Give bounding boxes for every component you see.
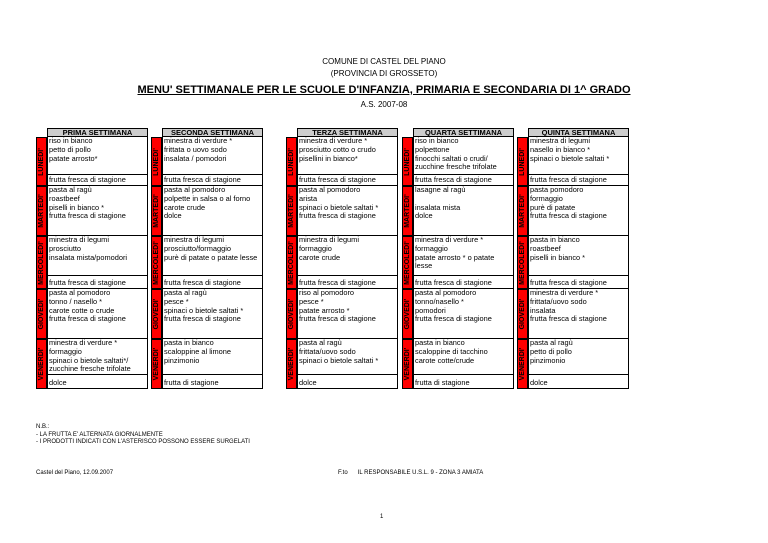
menu-item: minestra di verdure * — [415, 236, 484, 244]
day-label: VENERDI' — [287, 347, 295, 381]
menu-cell — [413, 186, 514, 236]
menu-item: frutta fresca di stagione — [415, 315, 492, 324]
page-title: MENU' SETTIMANALE PER LE SCUOLE D'INFANZIA, PRIMARIA E SECONDARIA DI 1^ GRADO — [137, 84, 631, 96]
fruit-cell — [528, 175, 629, 186]
menu-cell — [47, 137, 148, 175]
fruit-item: frutta di stagione — [164, 379, 219, 388]
menu-cell — [47, 236, 148, 276]
menu-cell — [528, 339, 629, 375]
menu-item: pasta al ragù — [164, 289, 207, 297]
fruit-cell — [162, 276, 263, 289]
day-label-strip — [402, 289, 413, 339]
day-label: MERCOLEDI' — [152, 240, 160, 285]
header-municipality: COMUNE DI CASTEL DEL PIANO — [322, 57, 446, 66]
day-label-strip — [151, 236, 162, 289]
footer-place-date: Castel del Piano, 12.09.2007 — [36, 470, 114, 476]
week-header: TERZA SETTIMANA — [297, 128, 398, 137]
fruit-item: frutta fresca di stagione — [164, 176, 241, 185]
menu-item: formaggio — [530, 194, 563, 203]
menu-item: roastbeef — [530, 244, 561, 253]
menu-item: frutta fresca di stagione — [49, 315, 126, 324]
menu-item: pinzimonio — [530, 356, 566, 365]
fruit-item: frutta fresca di stagione — [530, 279, 607, 288]
fruit-cell — [162, 375, 263, 389]
menu-cell — [413, 137, 514, 175]
signed-label: F.to — [338, 470, 348, 476]
day-label-strip — [286, 137, 297, 186]
menu-item: pomodori — [415, 306, 446, 315]
week-header: QUARTA SETTIMANA — [413, 128, 514, 137]
menu-cell — [162, 137, 263, 175]
menu-item: purè di patate o patate lesse — [164, 253, 258, 262]
menu-item: minestra di legumi — [299, 236, 359, 244]
menu-item: minestra di verdure * — [164, 137, 233, 145]
menu-cell — [297, 339, 398, 375]
menu-item: spinaci o bietole saltati*/ — [49, 356, 129, 365]
day-label-strip — [402, 137, 413, 186]
fruit-item: frutta fresca di stagione — [164, 279, 241, 288]
notes — [36, 424, 250, 447]
day-label-strip — [402, 339, 413, 389]
menu-item: formaggio — [299, 244, 332, 253]
menu-item: spinaci o bietole saltati * — [299, 356, 379, 365]
menu-cell — [47, 339, 148, 375]
day-label: GIOVEDI' — [403, 298, 411, 330]
fruit-item: frutta fresca di stagione — [299, 279, 376, 288]
note-frozen-products: - I PRODOTTI INDICATI CON L'ASTERISCO POSSONO ESSERE SURGELATI — [36, 439, 250, 445]
menu-item: pasta in bianco — [164, 339, 214, 347]
page-number: 1 — [380, 514, 384, 520]
menu-item: lasagne al ragù — [415, 186, 466, 194]
menu-item: pasta al ragù — [49, 186, 92, 194]
menu-item: pasta al pomodoro — [415, 289, 477, 297]
day-label-strip — [517, 289, 528, 339]
day-label-strip — [286, 236, 297, 289]
menu-item: prosciutto/formaggio — [164, 244, 231, 253]
day-label: VENERDI' — [37, 347, 45, 381]
day-label-strip — [402, 186, 413, 236]
menu-item: prosciutto cotto o crudo — [299, 145, 376, 154]
day-label: MERCOLEDI' — [287, 240, 295, 285]
day-label: GIOVEDI' — [37, 298, 45, 330]
menu-cell — [162, 339, 263, 375]
menu-item: petto di pollo — [49, 145, 91, 154]
menu-item: roastbeef — [49, 194, 80, 203]
menu-cell — [297, 137, 398, 175]
menu-item: frutta fresca di stagione — [49, 212, 126, 221]
notes-heading: N.B.: — [36, 424, 50, 430]
menu-item: minestra di legumi — [164, 236, 224, 244]
menu-item: minestra di legumi — [530, 137, 590, 145]
menu-item: nasello in bianco * — [530, 145, 590, 154]
menu-item: frittata o uovo sodo — [164, 145, 227, 154]
fruit-cell — [162, 175, 263, 186]
menu-item: insalata mista — [415, 203, 461, 212]
day-label-strip — [151, 339, 162, 389]
fruit-cell — [413, 175, 514, 186]
fruit-cell — [297, 375, 398, 389]
menu-cell — [47, 186, 148, 236]
week-header: QUINTA SETTIMANA — [528, 128, 629, 137]
fruit-item: frutta fresca di stagione — [49, 176, 126, 185]
menu-item: pasta in bianco — [530, 236, 580, 244]
menu-item: insalata mista/pomodori — [49, 253, 128, 262]
day-label-strip — [36, 186, 47, 236]
day-label: LUNEDI' — [37, 147, 45, 176]
menu-item: polpette in salsa o al forno — [164, 194, 251, 203]
menu-cell — [528, 289, 629, 339]
day-label: GIOVEDI' — [152, 298, 160, 330]
menu-item: pasta al pomodoro — [164, 186, 226, 194]
week-column — [151, 128, 263, 416]
menu-item: pasta al pomodoro — [49, 289, 111, 297]
fruit-item: frutta fresca di stagione — [530, 176, 607, 185]
day-label: LUNEDI' — [287, 147, 295, 176]
fruit-item: frutta fresca di stagione — [415, 176, 492, 185]
fruit-item: frutta di stagione — [415, 379, 470, 388]
day-label-strip — [151, 137, 162, 186]
fruit-cell — [528, 276, 629, 289]
menu-item: patate arrosto* — [49, 154, 98, 163]
day-label-strip — [286, 186, 297, 236]
header-province: (PROVINCIA DI GROSSETO) — [330, 69, 438, 78]
menu-item: tonno / nasello * — [49, 297, 103, 306]
menu-item: frutta fresca di stagione — [164, 315, 241, 324]
day-label-strip — [151, 289, 162, 339]
fruit-cell — [47, 276, 148, 289]
day-label: LUNEDI' — [518, 147, 526, 176]
fruit-item: dolce — [49, 379, 67, 388]
menu-item: piselli in bianco * — [49, 203, 105, 212]
week-column — [517, 128, 629, 416]
fruit-cell — [528, 375, 629, 389]
day-label: MERCOLEDI' — [403, 240, 411, 285]
menu-item: carote cotte/crude — [415, 356, 475, 365]
day-label: GIOVEDI' — [287, 298, 295, 330]
menu-item: spinaci o bietole saltati * — [530, 154, 610, 163]
day-label-strip — [517, 339, 528, 389]
fruit-item: frutta fresca di stagione — [415, 279, 492, 288]
week-column — [286, 128, 398, 416]
menu-item: frittata/uovo sodo — [299, 347, 356, 356]
day-label-strip — [36, 137, 47, 186]
menu-item: frutta fresca di stagione — [299, 212, 376, 221]
menu-item: pasta al ragù — [299, 339, 342, 347]
day-label: MERCOLEDI' — [37, 240, 45, 285]
menu-item: patate arrosto * o patate lesse — [415, 253, 495, 271]
menu-item: frutta fresca di stagione — [530, 212, 607, 221]
day-label: VENERDI' — [403, 347, 411, 381]
menu-item — [415, 195, 512, 204]
menu-item: pinzimonio — [164, 356, 200, 365]
menu-cell — [528, 236, 629, 276]
menu-item: purè di patate — [530, 203, 576, 212]
fruit-item: dolce — [530, 379, 548, 388]
fruit-item: dolce — [299, 379, 317, 388]
fruit-cell — [297, 175, 398, 186]
menu-cell — [297, 186, 398, 236]
fruit-cell — [413, 375, 514, 389]
menu-cell — [413, 289, 514, 339]
day-label: VENERDI' — [152, 347, 160, 381]
day-label-strip — [517, 236, 528, 289]
menu-item: prosciutto — [49, 244, 82, 253]
menu-item: minestra di verdure * — [49, 339, 118, 347]
fruit-cell — [413, 276, 514, 289]
menu-cell — [528, 137, 629, 175]
day-label: MARTEDI' — [37, 194, 45, 228]
day-label: LUNEDI' — [403, 147, 411, 176]
day-label-strip — [36, 289, 47, 339]
day-label-strip — [36, 339, 47, 389]
menu-item: piselli in bianco * — [530, 253, 586, 262]
menu-item: pesce * — [299, 297, 324, 306]
school-year: A.S. 2007-08 — [360, 100, 408, 109]
day-label-strip — [286, 339, 297, 389]
menu-item: carote cotte o crude — [49, 306, 115, 315]
menu-item: carote crude — [164, 203, 206, 212]
day-label-strip — [517, 186, 528, 236]
menu-cell — [162, 186, 263, 236]
fruit-cell — [47, 375, 148, 389]
menu-item: dolce — [164, 212, 182, 221]
fruit-item: frutta fresca di stagione — [49, 279, 126, 288]
menu-item: dolce — [415, 212, 433, 221]
menu-item: pasta pomodoro — [530, 186, 584, 194]
menu-item: zucchine fresche trifolate — [49, 365, 131, 374]
fruit-item: frutta fresca di stagione — [299, 176, 376, 185]
day-label: MARTEDI' — [152, 194, 160, 228]
menu-item: pisellini in bianco* — [299, 154, 358, 163]
day-label-strip — [517, 137, 528, 186]
menu-cell — [47, 289, 148, 339]
menu-item: pasta al ragù — [530, 339, 573, 347]
menu-cell — [297, 236, 398, 276]
responsible-name: IL RESPONSABILE U.S.L. 9 - ZONA 3 AMIATA — [357, 470, 484, 476]
day-label-strip — [36, 236, 47, 289]
menu-item: insalata / pomodori — [164, 154, 227, 163]
menu-item: finocchi saltati o crudi/ — [415, 154, 488, 163]
menu-item: arista — [299, 194, 318, 203]
menu-cell — [413, 339, 514, 375]
day-label: MARTEDI' — [287, 194, 295, 228]
fruit-cell — [297, 276, 398, 289]
day-label: LUNEDI' — [152, 147, 160, 176]
menu-item: tonno/nasello * — [415, 297, 464, 306]
day-label: MARTEDI' — [518, 194, 526, 228]
menu-cell — [297, 289, 398, 339]
footer-signature — [338, 469, 493, 477]
menu-item: pasta al pomodoro — [299, 186, 361, 194]
menu-item: scaloppine al limone — [164, 347, 231, 356]
menu-item: petto di pollo — [530, 347, 572, 356]
menu-item: spinaci o bietole saltati * — [164, 306, 244, 315]
menu-cell — [162, 236, 263, 276]
menu-item: formaggio — [415, 244, 448, 253]
menu-item: minestra di verdure * — [299, 137, 368, 145]
menu-item: frutta fresca di stagione — [299, 315, 376, 324]
menu-item: frittata/uovo sodo — [530, 297, 587, 306]
menu-item: polpettone — [415, 145, 450, 154]
fruit-cell — [47, 175, 148, 186]
week-column — [402, 128, 514, 416]
note-fruit-alternation: - LA FRUTTA E' ALTERNATA GIORNALMENTE — [36, 431, 163, 438]
menu-item: riso al pomodoro — [299, 289, 355, 297]
menu-item: pasta in bianco — [415, 339, 465, 347]
week-column — [36, 128, 148, 416]
day-label: MARTEDI' — [403, 194, 411, 228]
day-label: GIOVEDI' — [518, 298, 526, 330]
day-label: MERCOLEDI' — [518, 240, 526, 285]
menu-cell — [413, 236, 514, 276]
menu-item: riso in bianco — [415, 137, 459, 145]
day-label-strip — [402, 236, 413, 289]
day-label-strip — [286, 289, 297, 339]
menu-item: minestra di verdure * — [530, 289, 599, 297]
menu-item: carote crude — [299, 253, 341, 262]
menu-item: zucchine fresche trifolate — [415, 163, 497, 172]
day-label: VENERDI' — [518, 347, 526, 381]
menu-item: formaggio — [49, 347, 82, 356]
menu-item: riso in bianco — [49, 137, 93, 145]
menu-item: spinaci o bietole saltati * — [299, 203, 379, 212]
menu-item: minestra di legumi — [49, 236, 109, 244]
menu-item: scaloppine di tacchino — [415, 347, 488, 356]
menu-item: patate arrosto * — [299, 306, 350, 315]
menu-item: frutta fresca di stagione — [530, 315, 607, 324]
menu-item: pesce * — [164, 297, 189, 306]
menu-cell — [162, 289, 263, 339]
day-label-strip — [151, 186, 162, 236]
week-header: PRIMA SETTIMANA — [47, 128, 148, 137]
menu-cell — [528, 186, 629, 236]
week-header: SECONDA SETTIMANA — [162, 128, 263, 137]
menu-item: insalata — [530, 306, 556, 315]
